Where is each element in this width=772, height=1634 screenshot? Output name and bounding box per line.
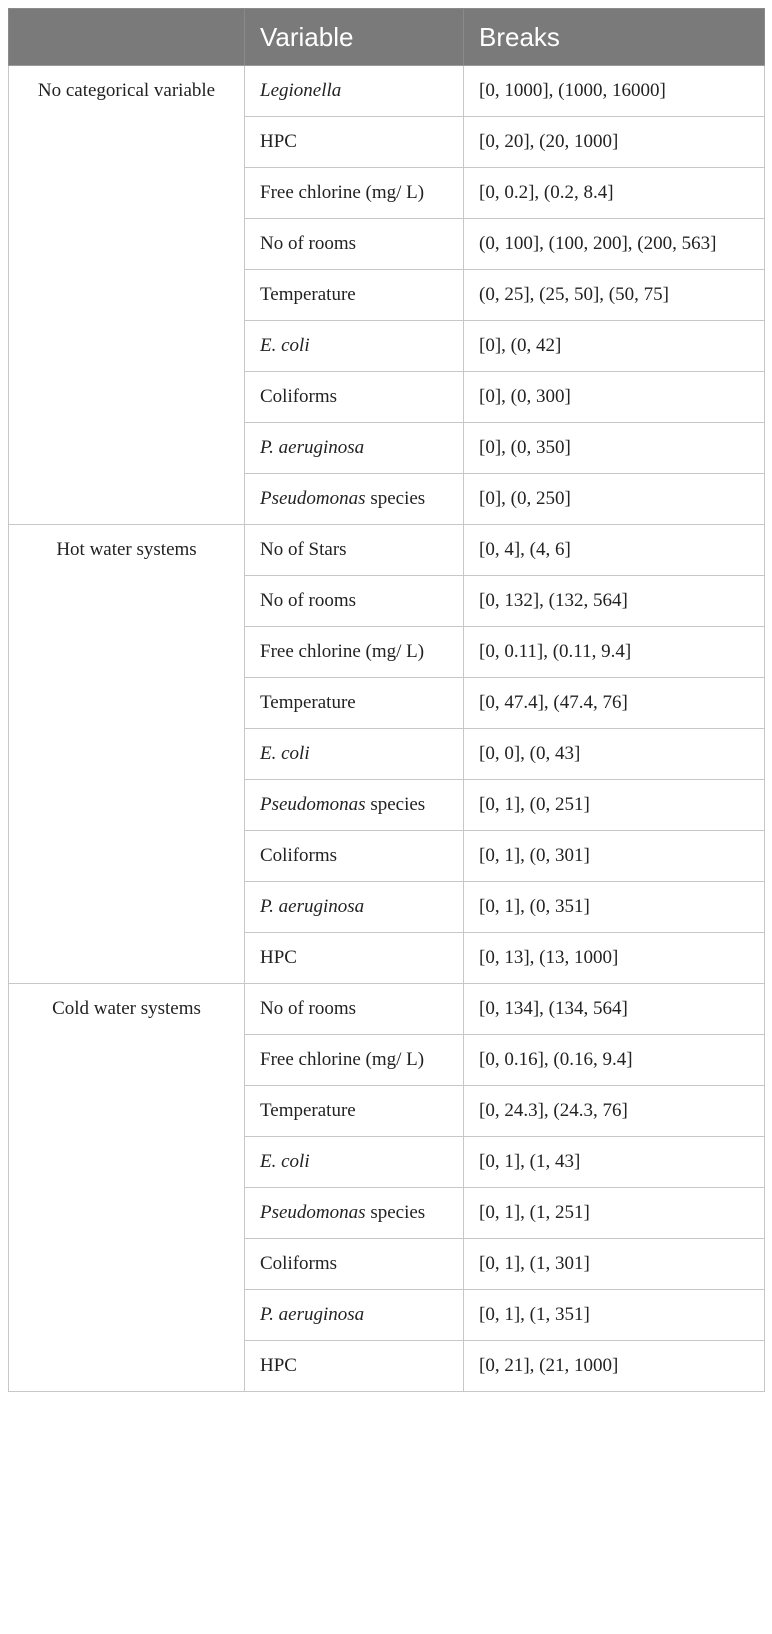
variable-cell: No of rooms [245, 576, 464, 627]
variable-plain-part: species [365, 794, 426, 815]
variable-cell: P. aeruginosa [245, 1290, 464, 1341]
table-row [9, 66, 765, 117]
header-category [9, 9, 245, 66]
variable-cell [245, 780, 464, 831]
variable-cell: Coliforms [245, 831, 464, 882]
breaks-cell: [0, 1], (0, 251] [464, 780, 765, 831]
variable-plain-part: species [365, 1202, 426, 1223]
breaks-cell: (0, 25], (25, 50], (50, 75] [464, 270, 765, 321]
variable-cell: Temperature [245, 678, 464, 729]
breaks-cell: [0], (0, 300] [464, 372, 765, 423]
breaks-cell: [0], (0, 42] [464, 321, 765, 372]
header-breaks: Breaks [464, 9, 765, 66]
variable-cell: P. aeruginosa [245, 882, 464, 933]
category-cell: Cold water systems [9, 984, 245, 1392]
breaks-table [8, 8, 765, 1392]
variable-cell: Free chlorine (mg/ L) [245, 1035, 464, 1086]
table-row [9, 525, 765, 576]
breaks-cell: [0, 1], (1, 251] [464, 1188, 765, 1239]
variable-cell: E. coli [245, 729, 464, 780]
header-variable: Variable [245, 9, 464, 66]
breaks-cell: [0, 0.16], (0.16, 9.4] [464, 1035, 765, 1086]
variable-cell: E. coli [245, 321, 464, 372]
variable-cell: Free chlorine (mg/ L) [245, 168, 464, 219]
breaks-cell: [0, 134], (134, 564] [464, 984, 765, 1035]
variable-cell: No of rooms [245, 219, 464, 270]
breaks-cell: [0, 1], (0, 301] [464, 831, 765, 882]
variable-cell: Legionella [245, 66, 464, 117]
header-row [9, 9, 765, 66]
variable-cell: HPC [245, 1341, 464, 1392]
variable-cell: Temperature [245, 270, 464, 321]
variable-cell: Free chlorine (mg/ L) [245, 627, 464, 678]
breaks-cell: [0, 1], (0, 351] [464, 882, 765, 933]
variable-cell [245, 1188, 464, 1239]
variable-cell [245, 474, 464, 525]
variable-cell: Coliforms [245, 1239, 464, 1290]
variable-cell: E. coli [245, 1137, 464, 1188]
breaks-cell: [0, 24.3], (24.3, 76] [464, 1086, 765, 1137]
category-cell: Hot water systems [9, 525, 245, 984]
breaks-cell: [0, 0.2], (0.2, 8.4] [464, 168, 765, 219]
breaks-cell: [0, 1], (1, 301] [464, 1239, 765, 1290]
breaks-cell: [0, 132], (132, 564] [464, 576, 765, 627]
variable-plain-part: species [365, 488, 426, 509]
table-body [9, 66, 765, 1392]
breaks-cell: [0, 4], (4, 6] [464, 525, 765, 576]
variable-cell: HPC [245, 117, 464, 168]
breaks-cell: [0, 13], (13, 1000] [464, 933, 765, 984]
breaks-cell: [0], (0, 350] [464, 423, 765, 474]
breaks-cell: [0], (0, 250] [464, 474, 765, 525]
breaks-cell: [0, 0.11], (0.11, 9.4] [464, 627, 765, 678]
breaks-cell: [0, 0], (0, 43] [464, 729, 765, 780]
variable-italic-part: Pseudomonas [260, 794, 366, 815]
breaks-cell: (0, 100], (100, 200], (200, 563] [464, 219, 765, 270]
table-row [9, 984, 765, 1035]
breaks-cell: [0, 1], (1, 351] [464, 1290, 765, 1341]
variable-cell: P. aeruginosa [245, 423, 464, 474]
table-header [9, 9, 765, 66]
variable-cell: HPC [245, 933, 464, 984]
variable-cell: Temperature [245, 1086, 464, 1137]
breaks-cell: [0, 21], (21, 1000] [464, 1341, 765, 1392]
variable-italic-part: Pseudomonas [260, 1202, 366, 1223]
category-cell: No categorical variable [9, 66, 245, 525]
variable-cell: No of rooms [245, 984, 464, 1035]
breaks-cell: [0, 1], (1, 43] [464, 1137, 765, 1188]
breaks-cell: [0, 20], (20, 1000] [464, 117, 765, 168]
table-container [8, 8, 764, 1392]
variable-italic-part: Pseudomonas [260, 488, 366, 509]
variable-cell: No of Stars [245, 525, 464, 576]
breaks-cell: [0, 47.4], (47.4, 76] [464, 678, 765, 729]
breaks-cell: [0, 1000], (1000, 16000] [464, 66, 765, 117]
variable-cell: Coliforms [245, 372, 464, 423]
